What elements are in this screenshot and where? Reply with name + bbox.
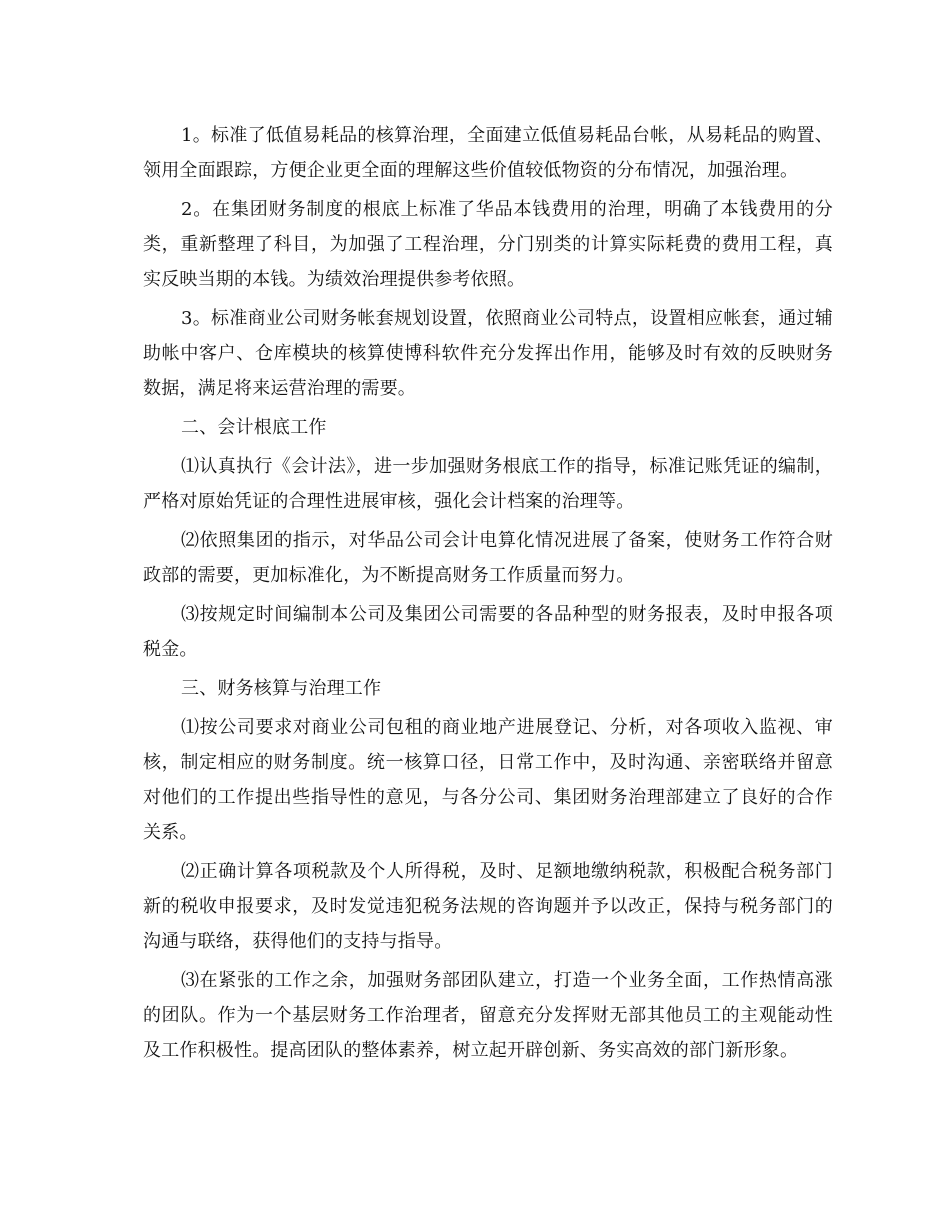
paragraph-6: ⑶按规定时间编制本公司及集团公司需要的各品种型的财务报表，及时申报各项税金。 [143,604,833,660]
section-heading-financial-accounting: 三、财务核算与治理工作 [181,678,382,699]
paragraph-7: ⑴按公司要求对商业公司包租的商业地产进展登记、分析，对各项收入监视、审核，制定相应的财务制度。统一核算口径，日常工作中，及时沟通、亲密联络并留意对他们的工作提出些指导性的意见，与各分公司、集团财务治理部建立了良好的合作关系。 [143,717,833,843]
document-body [143,118,833,1072]
paragraph-5: ⑵依照集团的指示，对华品公司会计电算化情况进展了备案，使财务工作符合财政部的需要，更加标准化，为不断提高财务工作质量而努力。 [143,530,833,586]
paragraph-8: ⑵正确计算各项税款及个人所得税，及时、足额地缴纳税款，积极配合税务部门新的税收申报要求，及时发觉违犯税务法规的咨询题并予以改正，保持与税务部门的沟通与联络，获得他们的支持与指导。 [143,861,833,952]
paragraph-9: ⑶在紧张的工作之余，加强财务部团队建立，打造一个业务全面，工作热情高涨的团队。作为一个基层财务工作治理者，留意充分发挥财无部其他员工的主观能动性及工作积极性。提高团队的整体素养，树立起开辟创新、务实高效的部门新形象。 [143,970,833,1061]
paragraph-4: ⑴认真执行《会计法》，进一步加强财务根底工作的指导，标准记账凭证的编制，严格对原始凭证的合理性进展审核，强化会计档案的治理等。 [143,456,833,512]
section-heading-accounting-basics: 二、会计根底工作 [181,417,327,438]
paragraph-3: 3。标准商业公司财务帐套规划设置，依照商业公司特点，设置相应帐套，通过辅助帐中客户、仓库模块的核算使博科软件充分发挥出作用，能够及时有效的反映财务数据，满足将来运营治理的需要。 [143,308,833,399]
paragraph-2: 2。在集团财务制度的根底上标准了华品本钱费用的治理，明确了本钱费用的分类，重新整理了科目，为加强了工程治理，分门别类的计算实际耗费的费用工程，真实反映当期的本钱。为绩效治理提供参考依照。 [143,199,833,290]
paragraph-1: 1。标准了低值易耗品的核算治理，全面建立低值易耗品台帐，从易耗品的购置、领用全面跟踪，方便企业更全面的理解这些价值较低物资的分布情况，加强治理。 [143,125,833,181]
